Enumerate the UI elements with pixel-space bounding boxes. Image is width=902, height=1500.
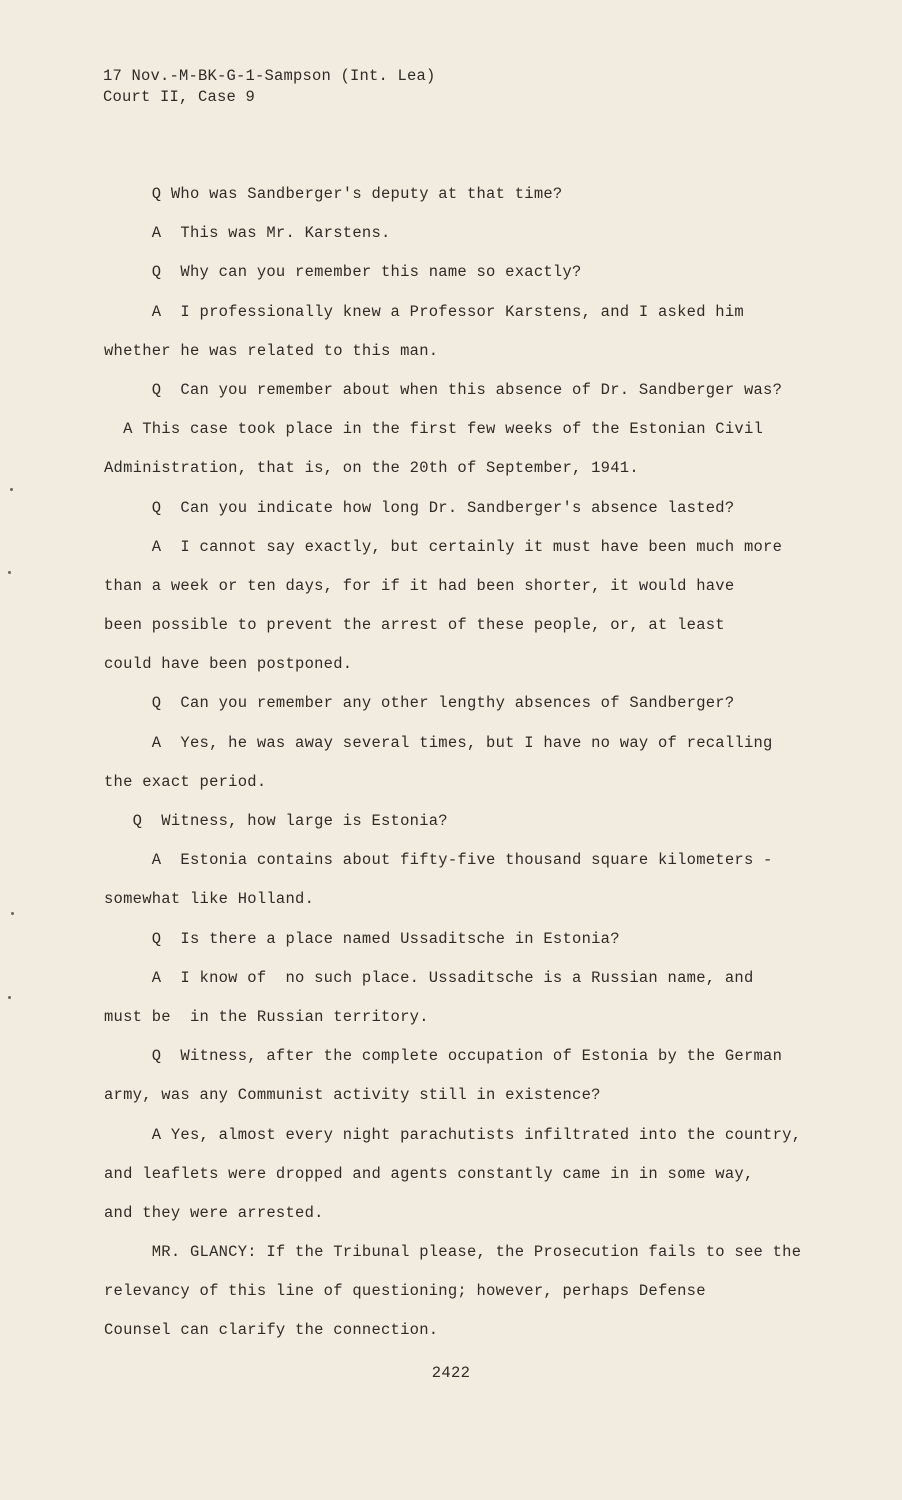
margin-speck	[10, 488, 13, 491]
transcript-line: than a week or ten days, for if it had been shorter, it would have	[104, 576, 735, 595]
transcript-line: Administration, that is, on the 20th of September, 1941.	[104, 459, 639, 478]
transcript-line: Q Can you indicate how long Dr. Sandberger's absence lasted?	[104, 498, 735, 517]
transcript-line: the exact period.	[104, 772, 267, 791]
transcript-body	[104, 184, 804, 1360]
transcript-line: and leaflets were dropped and agents constantly came in in some way,	[104, 1164, 754, 1183]
transcript-line: relevancy of this line of questioning; however, perhaps Defense	[104, 1282, 706, 1301]
transcript-line: must be in the Russian territory.	[104, 1007, 429, 1026]
transcript-line: Q Who was Sandberger's deputy at that time?	[104, 185, 563, 203]
transcript-line: A This was Mr. Karstens.	[104, 224, 391, 243]
transcript-line: A Estonia contains about fifty-five thousand square kilometers -	[104, 851, 773, 870]
margin-speck	[8, 571, 11, 574]
transcript-line: whether he was related to this man.	[104, 341, 439, 360]
header-line-1: 17 Nov.-M-BK-G-1-Sampson (Int. Lea)	[103, 67, 436, 85]
transcript-line: A I professionally knew a Professor Karstens, and I asked him	[104, 302, 744, 321]
margin-speck	[8, 996, 11, 999]
header	[103, 66, 436, 108]
transcript-line: Q Can you remember about when this absence of Dr. Sandberger was?	[104, 380, 783, 399]
transcript-line: A I cannot say exactly, but certainly it must have been much more	[104, 537, 783, 556]
margin-speck	[11, 912, 14, 915]
transcript-line: Counsel can clarify the connection.	[104, 1321, 439, 1340]
header-line-2: Court II, Case 9	[103, 88, 256, 106]
transcript-line: been possible to prevent the arrest of these people, or, at least	[104, 616, 725, 635]
page-number: 2422	[431, 1364, 471, 1382]
transcript-line: could have been postponed.	[104, 655, 353, 674]
transcript-line: Q Witness, how large is Estonia?	[104, 812, 448, 830]
transcript-line: Q Witness, after the complete occupation of Estonia by the German	[104, 1047, 783, 1066]
transcript-line: Q Is there a place named Ussaditsche in Estonia?	[104, 929, 620, 948]
transcript-line: MR. GLANCY: If the Tribunal please, the Prosecution fails to see the	[104, 1243, 802, 1262]
transcript-line: Q Can you remember any other lengthy absences of Sandberger?	[104, 694, 735, 713]
transcript-line: and they were arrested.	[104, 1203, 324, 1222]
transcript-line: A Yes, he was away several times, but I have no way of recalling	[104, 733, 773, 752]
transcript-line: A I know of no such place. Ussaditsche is a Russian name, and	[104, 968, 754, 987]
transcript-line: A Yes, almost every night parachutists infiltrated into the country,	[104, 1125, 802, 1144]
transcript-line: somewhat like Holland.	[104, 890, 315, 909]
transcript-line: Q Why can you remember this name so exactly?	[104, 263, 582, 282]
transcript-line: army, was any Communist activity still in existence?	[104, 1086, 601, 1105]
transcript-line: A This case took place in the first few weeks of the Estonian Civil	[104, 420, 764, 439]
